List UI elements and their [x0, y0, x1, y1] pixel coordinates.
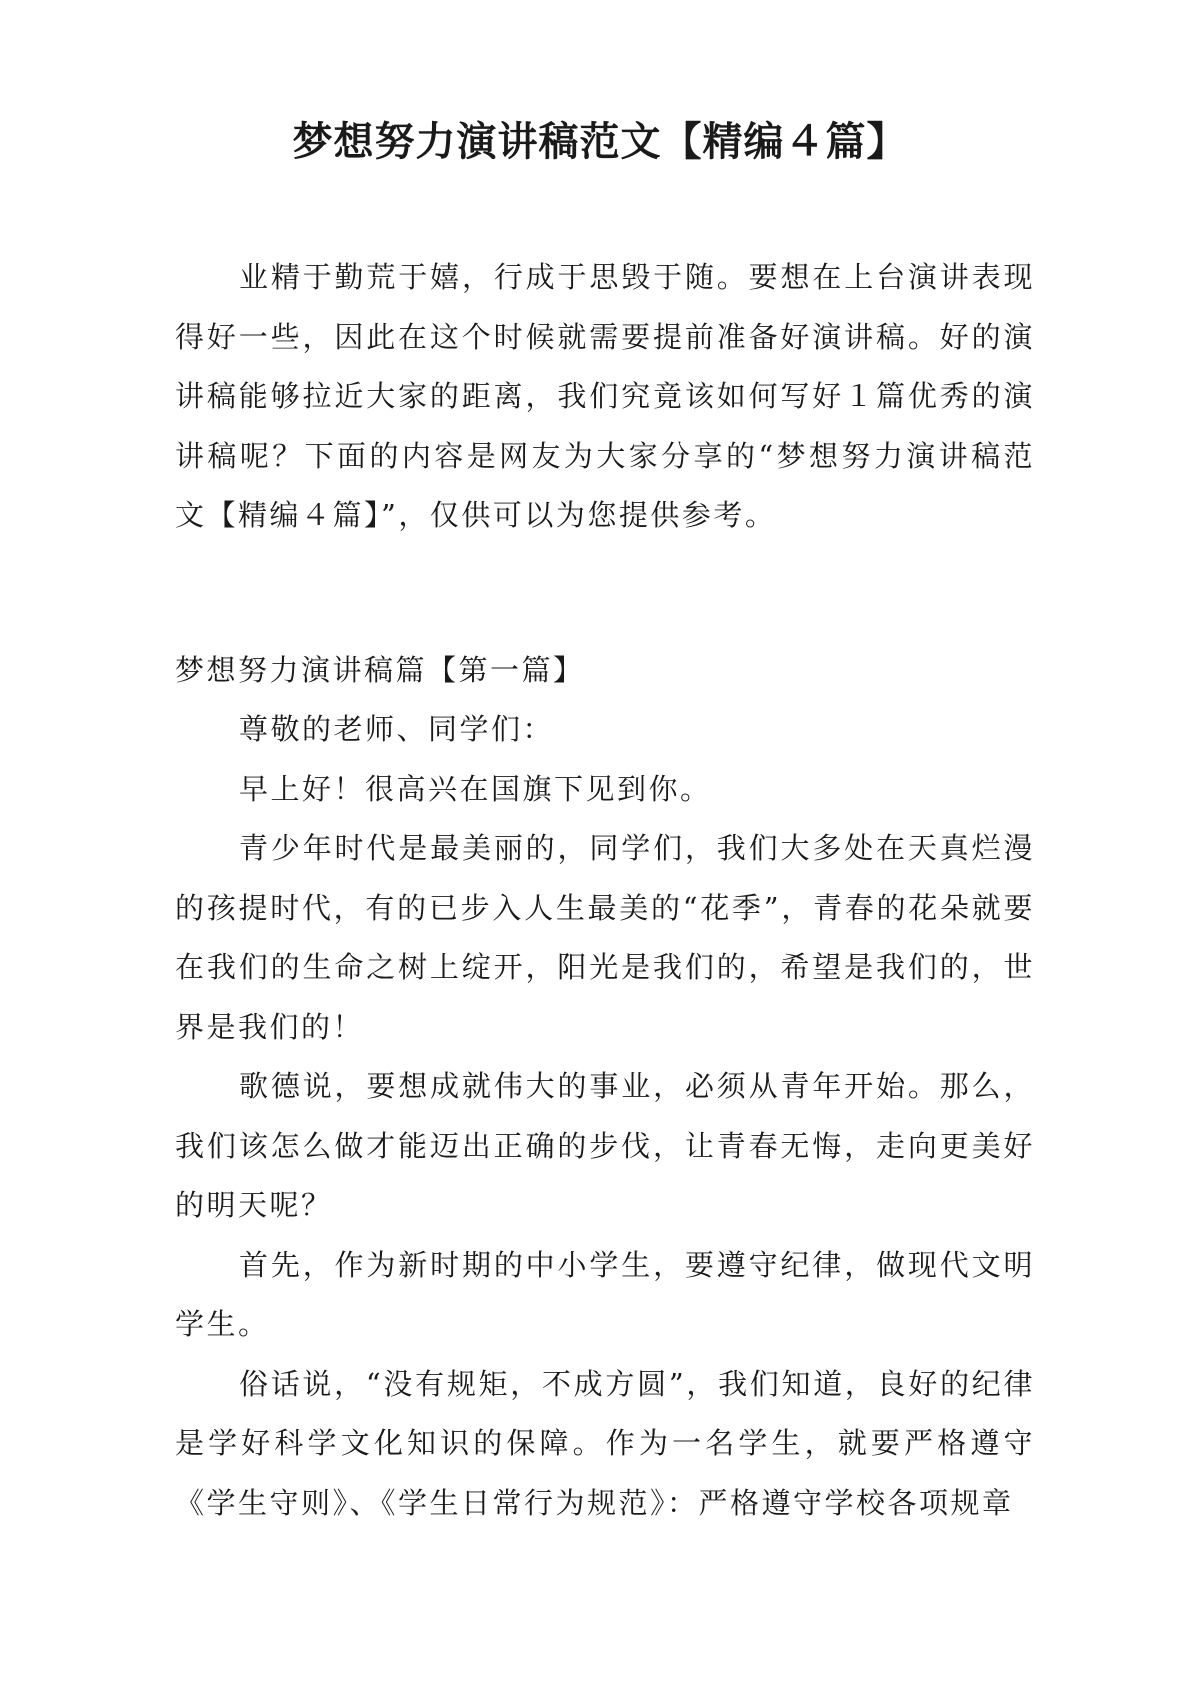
salutation-paragraph: 尊敬的老师、同学们：	[239, 712, 555, 746]
body-paragraph: 俗话说，“没有规矩，不成方圆”，我们知道，良好的纪律是学好科学文化知识的保障。作为一名学生，就要严格遵守《学生守则》、《学生日常行为规范》：严格遵守学校各项规章	[175, 1366, 1035, 1520]
section-heading: 梦想努力演讲稿篇【第一篇】	[175, 652, 585, 687]
greeting-paragraph: 早上好！很高兴在国旗下见到你。	[239, 771, 712, 806]
section-spacer	[175, 546, 1035, 641]
body-paragraph: 歌德说，要想成就伟大的事业，必须从青年开始。那么，我们该怎么做才能迈出正确的步伐，让青春无悔，走向更美好的明天呢？	[175, 1069, 1035, 1222]
intro-paragraph: 业精于勤荒于嬉，行成于思毁于随。要想在上台演讲表现得好一些，因此在这个时候就需要提前准备好演讲稿。好的演讲稿能够拉近大家的距离，我们究竟该如何写好１篇优秀的演讲稿呢？下面的内容是网友为大家分享的“梦想努力演讲稿范文【精编４篇】”，仅供可以为您提供参考。	[175, 260, 1035, 532]
body-paragraph: 首先，作为新时期的中小学生，要遵守纪律，做现代文明学生。	[175, 1247, 1035, 1341]
body-paragraph: 青少年时代是最美丽的，同学们，我们大多处在天真烂漫的孩提时代，有的已步入人生最美的“花季”，青春的花朵就要在我们的生命之树上绽开，阳光是我们的，希望是我们的，世界是我们的！	[175, 831, 1035, 1044]
document-body	[175, 248, 1035, 1533]
document-title: 梦想努力演讲稿范文【精编４篇】	[292, 118, 908, 165]
